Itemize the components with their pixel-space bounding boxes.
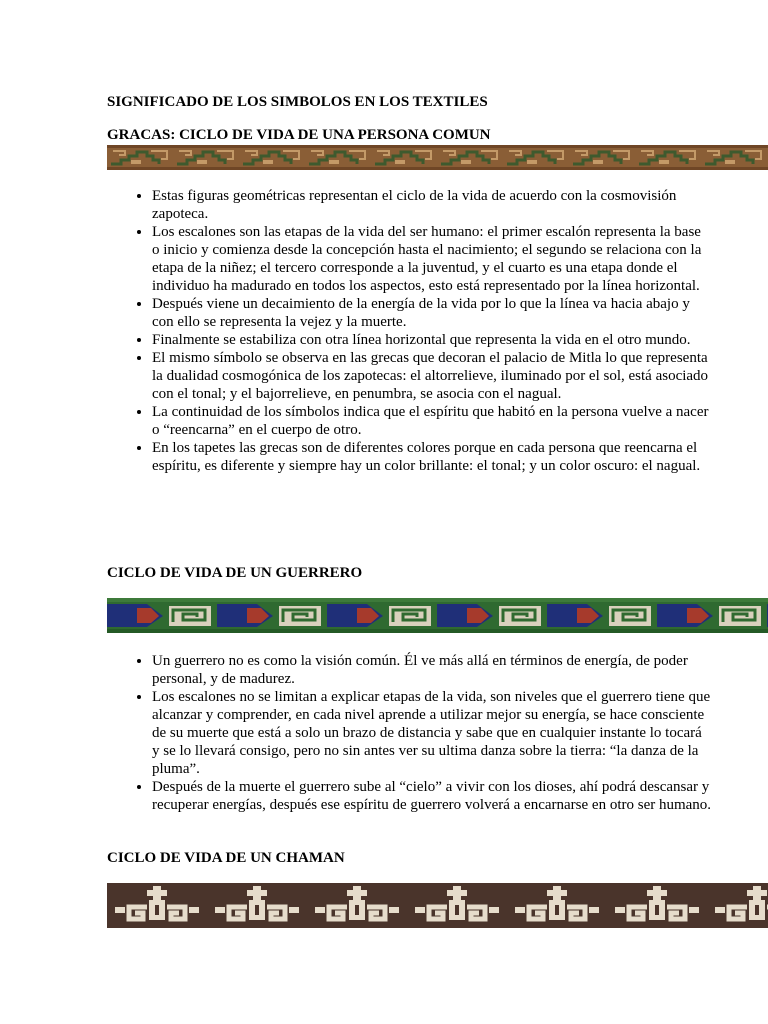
section-heading-guerrero: CICLO DE VIDA DE UN GUERRERO [107,565,363,581]
section-heading-chaman: CICLO DE VIDA DE UN CHAMAN [107,850,345,866]
greca-band-chaman [107,883,768,928]
list-item: • El mismo símbolo se observa en las grecas que decoran el palacio de Mitla lo que representa la dualidad cosmogónica de los zapotecas: el altorrelieve, iluminado por el sol, está asociado con el tonal; y el bajorrelieve, en penumbra, se asocia con el nagual. [152,349,712,403]
list-item: • Un guerrero no es como la visión común. Él ve más allá en términos de energía, de poder personal, y de madurez. [152,652,712,688]
greca-band-guerrero [107,598,768,633]
list-item: • Después de la muerte el guerrero sube al “cielo” a vivir con los dioses, ahí podrá descansar y recuperar energías, después ese espíritu de guerrero volverá a encarnarse en otro ser humano. [152,778,712,814]
document-title: SIGNIFICADO DE LOS SIMBOLOS EN LOS TEXTILES [107,94,488,110]
bullet-list-guerrero [107,652,712,814]
section-heading-persona-comun: GRACAS: CICLO DE VIDA DE UNA PERSONA COMUN [107,127,491,143]
list-item: • La continuidad de los símbolos indica que el espíritu que habitó en la persona vuelve a nacer o “reencarna” en el cuerpo de otro. [152,403,712,439]
greca-band-persona-comun [107,145,768,170]
list-item: • Estas figuras geométricas representan el ciclo de la vida de acuerdo con la cosmovisión zapoteca. [152,187,712,223]
list-item: • Los escalones son las etapas de la vida del ser humano: el primer escalón representa la base o inicio y comienza desde la concepción hasta el nacimiento; el segundo se relaciona con la etapa de la niñez; el tercero corresponde a la juventud, y el cuarto es una etapa donde el individuo ha madurado en todos los aspectos, esto está representado por la línea horizontal. [152,223,712,295]
bullet-list-persona-comun [107,187,712,475]
list-item: • En los tapetes las grecas son de diferentes colores porque en cada persona que reencarna el espíritu, es diferente y siempre hay un color brillante: el tonal; y un color oscuro: el nagual. [152,439,712,475]
list-item: • Después viene un decaimiento de la energía de la vida por lo que la línea va hacia abajo y con ello se representa la vejez y la muerte. [152,295,712,331]
list-item: • Los escalones no se limitan a explicar etapas de la vida, son niveles que el guerrero tiene que alcanzar y comprender, en cada nivel aprende a utilizar mejor su energía, se hace consciente de su muerte que está a solo un brazo de distancia y sabe que en cualquier instante lo tocará y se lo llevará consigo, pero no sin antes ver su ultima danza sobre la tierra: “la danza de la pluma”. [152,688,712,778]
list-item: • Finalmente se estabiliza con otra línea horizontal que representa la vida en el otro mundo. [152,331,712,349]
